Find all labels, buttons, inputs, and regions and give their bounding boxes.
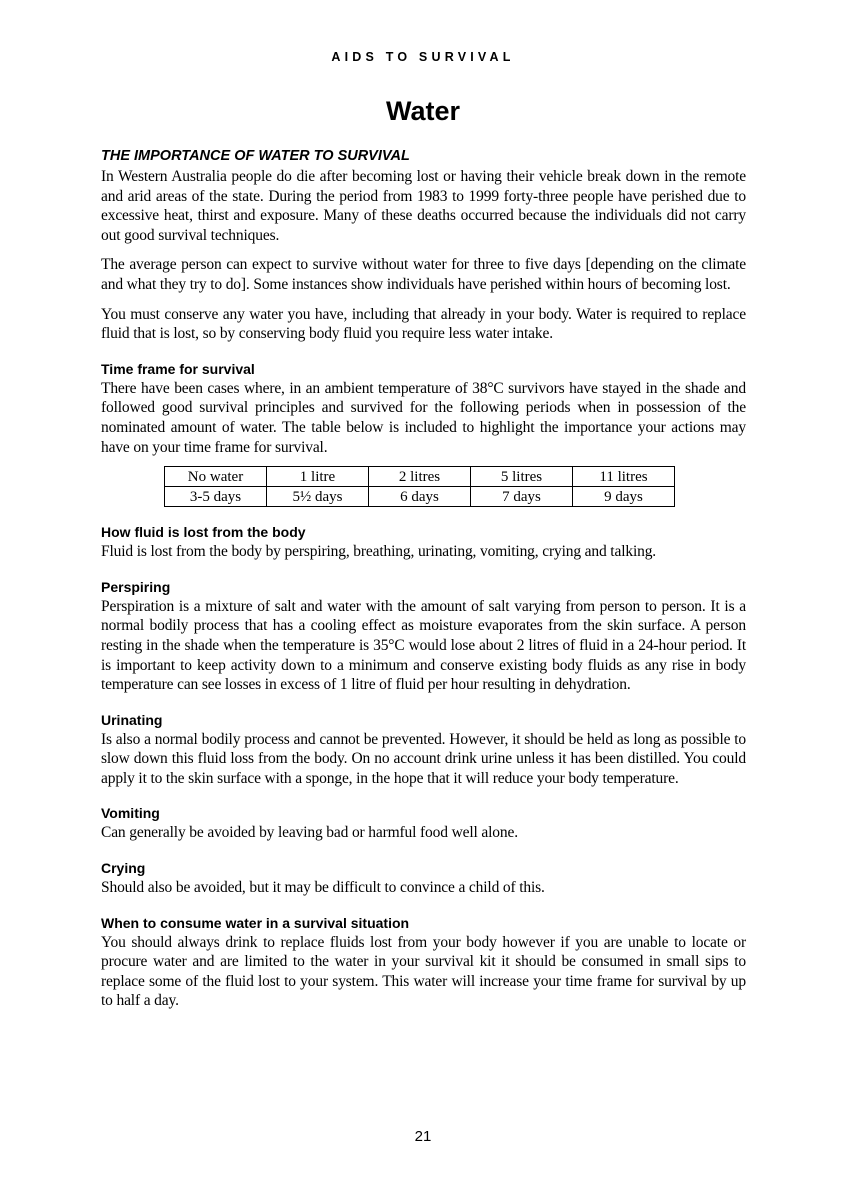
paragraph-timeframe: There have been cases where, in an ambient temperature of 38°C survivors have stayed in the shade and followed good survival principles and survived for the following periods when in possession of the nominated amount of water. The table below is included to highlight the importance your actions may have on your time frame for survival.: [101, 379, 746, 456]
table-row-days: [165, 487, 675, 507]
table-cell: 7 days: [471, 487, 573, 507]
paragraph-importance-1: In Western Australia people do die after becoming lost or having their vehicle break down in the remote and arid areas of the state. During the period from 1983 to 1999 forty-three people have perished due to excessive heat, thirst and exposure. Many of these deaths occurred because the individuals did not carry out good survival techniques.: [101, 168, 746, 244]
table-cell: 11 litres: [573, 467, 675, 487]
table-cell: 6 days: [369, 487, 471, 507]
subheading-timeframe: Time frame for survival: [101, 360, 255, 377]
paragraph-fluid-lost: Fluid is lost from the body by perspiring, breathing, urinating, vomiting, crying and talking.: [101, 543, 657, 561]
section-heading-importance: THE IMPORTANCE OF WATER TO SURVIVAL: [101, 148, 410, 164]
page-title: Water: [385, 96, 460, 126]
paragraph-urinating: Is also a normal bodily process and cannot be prevented. However, it should be held as long as possible to slow down this fluid loss from the body. On no account drink urine unless it has been distilled. You could apply it to the skin surface with a sponge, in the hope that it will reduce your body temperature.: [101, 730, 746, 787]
table-cell: 1 litre: [267, 467, 369, 487]
subheading-fluid-lost: How fluid is lost from the body: [101, 524, 306, 541]
paragraph-importance-2: The average person can expect to survive without water for three to five days [depending on the climate and what they try to do]. Some instances show individuals have perished within hours of becoming lost.: [101, 256, 746, 293]
table-cell: 2 litres: [369, 467, 471, 487]
paragraph-when-to-consume: You should always drink to replace fluids lost from your body however if you are unable to locate or procure water and are limited to the water in your survival kit it should be consumed in small sips to replace some of the fluid lost to your system. This water will increase your time frame for survival by up to half a day.: [101, 933, 746, 1010]
table-cell: 5 litres: [471, 467, 573, 487]
table-cell: No water: [165, 467, 267, 487]
page-content: [101, 146, 746, 1011]
table-cell: 5½ days: [267, 487, 369, 507]
subheading-urinating: Urinating: [101, 711, 163, 728]
paragraph-crying: Should also be avoided, but it may be difficult to convince a child of this.: [101, 879, 545, 897]
paragraph-importance-3: You must conserve any water you have, including that already in your body. Water is required to replace fluid that is lost, so by conserving body fluid you require less water intake.: [101, 305, 746, 343]
subheading-crying: Crying: [101, 860, 146, 877]
paragraph-perspiring: Perspiration is a mixture of salt and water with the amount of salt varying from person to person. It is a normal bodily process that has a cooling effect as moisture evaporates from the skin surface. A person resting in the shade when the temperature is 35°C would lose about 2 litres of fluid in a 24-hour period. It is important to keep activity down to a minimum and conserve existing body fluids as any rise in body temperature can see losses in excess of 1 litre of fluid per hour resulting in dehydration.: [101, 597, 746, 694]
paragraph-vomiting: Can generally be avoided by leaving bad or harmful food well alone.: [101, 824, 518, 842]
subheading-perspiring: Perspiring: [101, 578, 171, 595]
running-header: AIDS TO SURVIVAL: [331, 50, 515, 64]
table-cell: 9 days: [573, 487, 675, 507]
table-cell: 3-5 days: [165, 487, 267, 507]
subheading-when-to-consume: When to consume water in a survival situation: [101, 914, 410, 931]
subheading-vomiting: Vomiting: [101, 805, 160, 822]
page-number: 21: [414, 1128, 432, 1145]
table-row-water: [165, 467, 675, 487]
survival-timeframe-table: [164, 466, 675, 507]
